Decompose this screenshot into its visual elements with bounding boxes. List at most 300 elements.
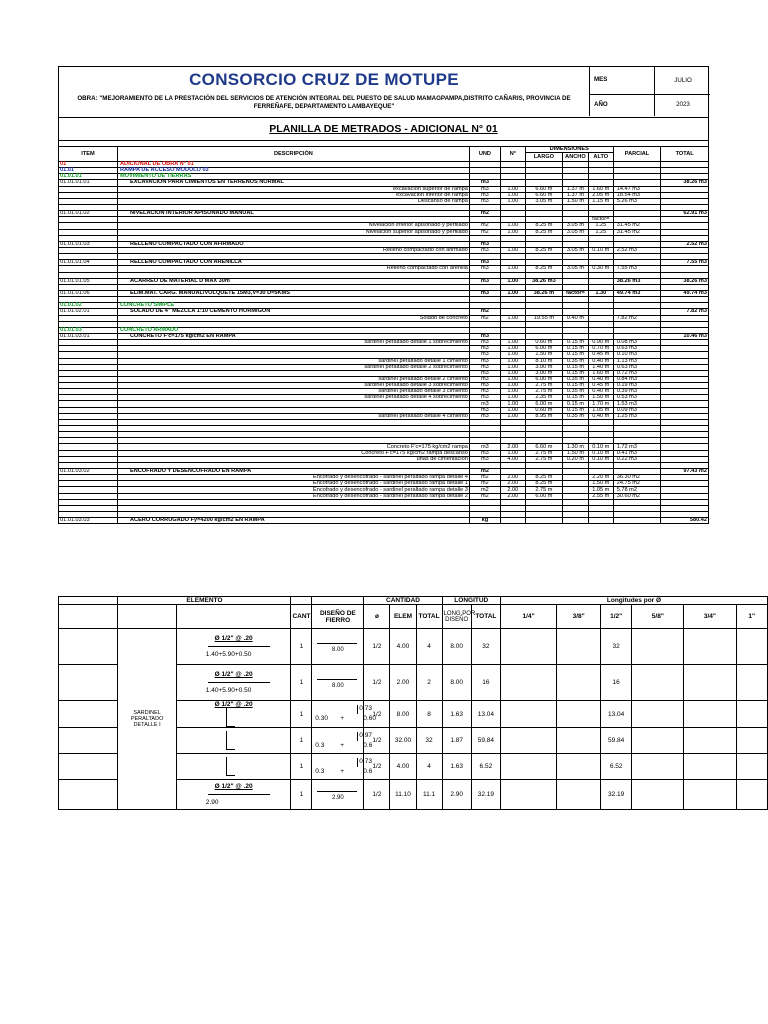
cell-h: 2.55 m: [588, 493, 613, 499]
steel-cell-d34: [684, 665, 736, 701]
cell-a: 0.35 m: [563, 389, 589, 395]
cell-h: 0.10 m: [588, 247, 613, 253]
steel-cell-d14: [500, 629, 556, 665]
cell-n: 4.00: [500, 456, 525, 462]
cell-h: 0.10 m: [588, 444, 613, 450]
cell-und: m3: [469, 247, 500, 253]
steel-cell-phi: 1/2: [364, 665, 390, 701]
bar-drawing: [176, 754, 291, 780]
cell-p: 0.63 m3: [613, 346, 661, 352]
cell-und: m3: [469, 450, 500, 456]
cell-p: 5.78 m2: [613, 487, 661, 493]
cell-l: 8.25 m: [525, 481, 562, 487]
cell-n: 1.00: [500, 346, 525, 352]
cell-p: 7.82 m2: [613, 315, 661, 321]
cell-total: 49.74 m3: [661, 290, 709, 296]
cell-und: m3: [469, 401, 500, 407]
steel-cell-d1: [736, 780, 767, 810]
cell-a: 1.30 m: [563, 444, 589, 450]
cell-und: m3: [469, 198, 500, 204]
cell-h: 0.45 m: [588, 383, 613, 389]
cell-desc: NIVELACION INTERIOR APISONADO MANUAL: [117, 211, 469, 217]
cell-desc: ELIM.MAT. CARG. MANUAL/VOLQUETE 15M3,V=30 D=5KMS: [117, 290, 469, 296]
cell-h: 0.40 m: [588, 413, 613, 419]
cell-a: 0.15 m: [563, 395, 589, 401]
cell-l: 2.75 m: [525, 456, 562, 462]
cell-l: 3.05 m: [525, 198, 562, 204]
cell-n: 1.00: [500, 247, 525, 253]
cell-total: 97.43 m2: [661, 469, 709, 475]
steel-cell-longpor: 8.00: [442, 665, 471, 701]
cell-l: 8.25 m: [525, 247, 562, 253]
cell-desc: Descanso de rampa: [117, 198, 469, 204]
cell-p: 0.22 m3: [613, 456, 661, 462]
cell-n: 1.00: [500, 315, 525, 321]
steel-cell-d58: [632, 701, 684, 728]
cell-a: 0.35 m: [563, 376, 589, 382]
cell-p: 0.84 m3: [613, 376, 661, 382]
bar-shape: [312, 780, 364, 810]
cell-desc: ACERO CORRUGADO Fy=4200 kg/cm2 EN RAMPA: [117, 518, 469, 524]
cell-l: 2.75 m: [525, 450, 562, 456]
bar-shape: [312, 665, 364, 701]
cell-l: 19.55 m: [525, 315, 562, 321]
cell-desc: Solado de concreto: [117, 315, 469, 321]
cell-und: m3: [469, 413, 500, 419]
steel-col-d14: 1/4": [500, 605, 556, 629]
steel-col-d1: 1": [736, 605, 767, 629]
fig-right: 0.60: [363, 715, 376, 722]
cell-desc: MOVIMIENTO DE TIERRAS: [117, 174, 469, 180]
cell-desc: ACARREO DE MATERIAL D MAX 30m: [117, 278, 469, 284]
cell-p: 7.55 m3: [613, 266, 661, 272]
cell-desc: Encofrado y desencofrado - sardinel peraltado rampa detalle 1: [117, 481, 469, 487]
cell-item: 01.01: [59, 168, 118, 174]
bar-shape: 0.97 0.3 + 0.6: [312, 728, 364, 754]
cell-und: m3: [469, 346, 500, 352]
bar-shape: [312, 629, 364, 665]
steel-col-d34: 3/4": [684, 605, 736, 629]
cell-desc: unas de cimentacion: [117, 456, 469, 462]
cell-l: 8.25 m: [525, 223, 562, 229]
month-cell: [589, 67, 710, 95]
col-ancho: ANCHO: [563, 153, 589, 162]
fig-left: 0.3: [315, 741, 325, 749]
cell-a: 1.50 m: [563, 198, 589, 204]
cell-p: 1.25 m3: [613, 413, 661, 419]
cell-p: 0.41 m3: [613, 450, 661, 456]
steel-cell-d12: 32: [601, 629, 632, 665]
steel-cell-d38: [557, 665, 601, 701]
steel-cell-cant: 1: [291, 754, 312, 780]
cell-p: 31.45 m2: [613, 229, 661, 235]
fig-length: 2.90: [332, 795, 344, 801]
steel-cell-elem: 4.00: [390, 754, 416, 780]
cell-desc: Nivelacion inferior apisonado y perfilado: [117, 223, 469, 229]
cell-total: 62.91 m3: [661, 211, 709, 217]
cell-und: m3: [469, 290, 500, 296]
cell-und: m3: [469, 180, 500, 186]
steel-cell-d34: [684, 780, 736, 810]
cell-p: 0.72 m3: [613, 370, 661, 376]
cell-total: 580.42: [661, 518, 709, 524]
steel-cell-index: [59, 629, 118, 665]
cell-desc: ADICIONAL DE OBRA N° 01: [117, 162, 469, 168]
cell-und: m2: [469, 315, 500, 321]
cell-p: 0.19 m3: [613, 383, 661, 389]
cell-n: 1.00: [500, 407, 525, 413]
cell-n: 1.00: [500, 413, 525, 419]
steel-cell-d1: [736, 665, 767, 701]
cell-desc: Encofrado y desencofrado - sardinel peraltado rampa detalle 3: [117, 487, 469, 493]
cell-h: 1.25: [588, 229, 613, 235]
steel-cell-d38: [557, 780, 601, 810]
bar-spec: Ø 1/2" @ .20: [214, 701, 253, 708]
cell-total: 7.55 m3: [661, 260, 709, 266]
steel-cell-d1: [736, 629, 767, 665]
cell-l: 3.00 m: [525, 364, 562, 370]
cell-l: 6.60 m: [525, 186, 562, 192]
cell-h: 1.40 m: [588, 364, 613, 370]
steel-cell-d14: [500, 665, 556, 701]
cell-und: m3: [469, 364, 500, 370]
cell-a: 0.15 m: [563, 340, 589, 346]
cell-n: 2.00: [500, 481, 525, 487]
cell-p: 5.26 m3: [613, 198, 661, 204]
cell-n: 1.00: [500, 358, 525, 364]
cell-und: m3: [469, 352, 500, 358]
cell-a: 1.50 m: [563, 450, 589, 456]
cell-a: 0.15 m: [563, 401, 589, 407]
steel-col-cantidad: CANTIDAD: [364, 597, 442, 605]
steel-group-label: SARDINEL PERALTADO DETALLE I: [118, 629, 176, 810]
cell-a: 0.15 m: [563, 370, 589, 376]
col-largo: LARGO: [525, 153, 562, 162]
cell-desc: ENCOFRADO Y DESENCOFRADO EN RAMPA: [117, 469, 469, 475]
cell-h: 1.05 m: [588, 487, 613, 493]
cell-und: m2: [469, 487, 500, 493]
steel-cell-longtotal: 13.04: [471, 701, 500, 728]
cell-n: 1.00: [500, 389, 525, 395]
cell-n: 1.00: [500, 198, 525, 204]
cell-und: m2: [469, 481, 500, 487]
col-descripcion: DESCRIPCIÓN: [117, 147, 469, 162]
steel-cell-elem: 2.00: [390, 665, 416, 701]
cell-n: 1.00: [500, 364, 525, 370]
steel-cell-longtotal: 32.19: [471, 780, 500, 810]
cell-h: 1.50 m: [588, 481, 613, 487]
cell-p: 1.72 m3: [613, 444, 661, 450]
cell-p: 0.09 m3: [613, 407, 661, 413]
cell-l: 0.60 m: [525, 340, 562, 346]
cell-total: 10.46 m3: [661, 333, 709, 339]
cell-l: 8.25 m: [525, 475, 562, 481]
cell-und: m3: [469, 395, 500, 401]
cell-n: 1.00: [500, 383, 525, 389]
steel-cell-longpor: 1.87: [442, 728, 471, 754]
cell-p: 0.08 m3: [613, 340, 661, 346]
cell-a: 3.05 m: [563, 247, 589, 253]
cell-desc: SOLADO DE 4" MEZCLA 1:10 CEMENTO HORMIGON: [117, 309, 469, 315]
cell-p: 2.52 m3: [613, 247, 661, 253]
col-item: ITEM: [59, 147, 118, 162]
cell-n: 1.00: [500, 340, 525, 346]
steel-cell-elem: 4.00: [390, 629, 416, 665]
fig-length: 8.00: [332, 683, 344, 689]
steel-cell-longtotal: 32: [471, 629, 500, 665]
cell-total: 2.52 m3: [661, 241, 709, 247]
cell-p: 31.45 m2: [613, 223, 661, 229]
cell-a: 0.15 m: [563, 364, 589, 370]
cell-a: 0.15 m: [563, 383, 589, 389]
bar-drawing: [176, 629, 291, 665]
cell-n: 2.00: [500, 487, 525, 493]
cell-l: [525, 518, 562, 524]
bar-spec: Ø 1/2" @ .20: [214, 671, 253, 678]
cell-h: 1.30: [588, 290, 613, 296]
steel-cell-index: [59, 780, 118, 810]
cell-a: [563, 518, 589, 524]
cell-h: 0.70 m: [588, 346, 613, 352]
cell-h: 1.15 m: [588, 198, 613, 204]
bar-drawing: [176, 701, 291, 728]
cell-und: m3: [469, 370, 500, 376]
cell-l: 8.10 m: [525, 358, 562, 364]
cell-und: m2: [469, 229, 500, 235]
steel-cell-d14: [500, 780, 556, 810]
cell-h: 0.90 m: [588, 340, 613, 346]
cell-desc: CONCRETO SIMPLE: [117, 303, 469, 309]
cell-desc: RELLENO COMPACTADO CON AFIRMADO: [117, 241, 469, 247]
bar-sum: 1.40+5.90+0.50: [205, 687, 252, 694]
steel-cell-total: 4: [416, 629, 442, 665]
cell-item: 01.01.03.02: [59, 469, 118, 475]
cell-n: 1.00: [500, 352, 525, 358]
cell-a: 3.05 m: [563, 223, 589, 229]
cell-und: m2: [469, 493, 500, 499]
cell-desc: RELLENO COMPACTADO CON ARENILLA: [117, 260, 469, 266]
cell-h: 1.25: [588, 223, 613, 229]
cell-desc: sardinel peraltado detalle 3 cimiento: [117, 389, 469, 395]
cell-l: 0.60 m: [525, 407, 562, 413]
steel-col-diseno: DISEÑO DE FIERRO: [312, 605, 364, 629]
bar-spec: Ø 1/2" @ .20: [214, 635, 253, 642]
cell-desc: sardinel peraltado detalle 2 cimiento: [117, 376, 469, 382]
cell-und: m3: [469, 376, 500, 382]
cell-desc: Concreto F'c=175 kg/cm2 rampa: [117, 444, 469, 450]
col-total: TOTAL: [661, 147, 709, 162]
steel-cell-total: 8: [416, 701, 442, 728]
cell-l: 6.00 m: [525, 346, 562, 352]
cell-l: 6.00 m: [525, 493, 562, 499]
cell-total: 38.26 m3: [661, 278, 709, 284]
steel-cell-index: [59, 665, 118, 701]
steel-cell-d12: 32.19: [601, 780, 632, 810]
year-value: 2023: [654, 94, 711, 116]
steel-col-total: TOTAL: [416, 605, 442, 629]
steel-cell-d34: [684, 629, 736, 665]
fig-left: 0.30: [315, 715, 328, 722]
cell-desc: EXCAVACION PARA CIMIENTOS EN TERRENOS NORMAL: [117, 180, 469, 186]
cell-l: 2.75 m: [525, 389, 562, 395]
bar-sum: 1.40+5.90+0.50: [205, 651, 252, 658]
steel-cell-longtotal: 16: [471, 665, 500, 701]
steel-cell-longpor: 1.63: [442, 701, 471, 728]
year-label: AÑO: [594, 101, 608, 108]
cell-l: 6.00 m: [525, 376, 562, 382]
col-parcial: PARCIAL: [613, 147, 661, 162]
cell-l: 6.00 m: [525, 401, 562, 407]
cell-n: [500, 518, 525, 524]
steel-col-total2: TOTAL: [471, 605, 500, 629]
steel-col-longpor: LONG.POR DISEÑO: [442, 605, 471, 629]
project-name: OBRA: "MEJORAMIENTO DE LA PRESTACIÓN DEL SERVICIOS DE ATENCIÓN INTEGRAL DEL PUESTO DE SALUD MAMAGPAMPA,DISTRITO CAÑARIS, PROVINCIA DE FERREÑAFE, DEPARTAMENTO LAMBAYEQUE": [77, 95, 571, 110]
cell-desc: Nivelacion superior apisonado y perfilado: [117, 229, 469, 235]
cell-l: 1.50 m: [525, 352, 562, 358]
cell-und: m3: [469, 444, 500, 450]
steel-cell-phi: 1/2: [364, 754, 390, 780]
steel-col-cant: CANT: [291, 605, 312, 629]
steel-cell-d14: [500, 701, 556, 728]
cell-desc: CONCRETO ARMADO: [117, 327, 469, 333]
cell-item: 01.01.01.06: [59, 290, 118, 296]
steel-cell-longpor: 8.00: [442, 629, 471, 665]
cell-l: 8.25 m: [525, 229, 562, 235]
cell-und: m2: [469, 469, 500, 475]
cell-item: 01.01.03.03: [59, 518, 118, 524]
cell-und: m3: [469, 192, 500, 198]
cell-und: kg: [469, 518, 500, 524]
steel-col-longitud: LONGITUD: [442, 597, 500, 605]
cell-h: 0.40 m: [588, 358, 613, 364]
cell-total: 38.26 m3: [661, 180, 709, 186]
cell-a: 3.05 m: [563, 266, 589, 272]
cell-desc: Concreto F'c=175 kg/cm2 rampa descanso: [117, 450, 469, 456]
steel-cell-elem: 11.10: [390, 780, 416, 810]
cell-desc: sardinel peraltado detalle 3 sobrecimiento: [117, 383, 469, 389]
steel-cell-cant: 1: [291, 629, 312, 665]
cell-n: 1.00: [500, 278, 525, 284]
cell-item: 01.01.02.01: [59, 309, 118, 315]
cell-h: 1.60 m: [588, 186, 613, 192]
cell-desc: sardinel peraltado detalle 4 sobrecimiento: [117, 395, 469, 401]
cell-item: 01: [59, 162, 118, 168]
cell-und: m3: [469, 340, 500, 346]
cell-und: m3: [469, 266, 500, 272]
cell-l: 2.75 m: [525, 383, 562, 389]
cell-l: 8.95 m: [525, 413, 562, 419]
cell-a: 1.37 m: [563, 186, 589, 192]
steel-cell-d12: 16: [601, 665, 632, 701]
steel-col-d12: 1/2": [601, 605, 632, 629]
cell-und: m2: [469, 223, 500, 229]
fig-right: 0.6: [363, 741, 373, 749]
metrados-table: [58, 146, 709, 524]
cell-und: m3: [469, 389, 500, 395]
steel-cell-d58: [632, 728, 684, 754]
steel-cell-longpor: 1.63: [442, 754, 471, 780]
steel-cell-cant: 1: [291, 665, 312, 701]
fig-right: 0.6: [363, 767, 373, 775]
cell-h: 1.05 m: [588, 407, 613, 413]
steel-cell-index: [59, 754, 118, 780]
fig-vertical: 0.97: [359, 731, 372, 739]
cell-desc: RAMPA DE ACCESO MODULO 03: [117, 168, 469, 174]
col-und: UND: [469, 147, 500, 162]
cell-und: m3: [469, 278, 500, 284]
cell-n: 1.00: [500, 376, 525, 382]
cell-und: m3: [469, 456, 500, 462]
cell-item: 01.01.02: [59, 303, 118, 309]
cell-a: 0.15 m: [563, 346, 589, 352]
cell-n: 2.00: [500, 475, 525, 481]
steel-cell-index: [59, 701, 118, 728]
steel-cell-phi: 1/2: [364, 701, 390, 728]
steel-cell-d1: [736, 701, 767, 728]
cell-item: 01.01.01.01: [59, 180, 118, 186]
steel-row: [59, 629, 768, 665]
cell-desc: sardinel peraltado detalle 4 cimiento: [117, 413, 469, 419]
cell-desc: Encofrado y desencofrado - sardinel peraltado rampa detalle 2: [117, 493, 469, 499]
steel-cell-d12: 59.84: [601, 728, 632, 754]
cell-n: 1.00: [500, 266, 525, 272]
steel-col-elemento: ELEMENTO: [118, 597, 291, 605]
cell-desc: excavacion superior de rampa: [117, 186, 469, 192]
col-dimensiones: DIMENSIONES: [525, 147, 613, 153]
cell-h: [588, 518, 613, 524]
cell-p: 0.53 m3: [613, 395, 661, 401]
cell-n: 2.00: [500, 493, 525, 499]
month-label: MES: [594, 76, 608, 83]
cell-und: m2: [469, 211, 500, 217]
cell-p: [613, 518, 661, 524]
fig-vertical: 0.73: [359, 705, 372, 712]
steel-cell-d12: 13.04: [601, 701, 632, 728]
steel-cell-d12: 6.52: [601, 754, 632, 780]
fig-left: 0.3: [315, 767, 325, 775]
bar-spec: Ø 1/2" @ .20: [214, 783, 253, 790]
company-title: CONSORCIO CRUZ DE MOTUPE: [189, 70, 459, 89]
cell-a: 0.15 m: [563, 407, 589, 413]
cell-desc: excavacion inferior de rampa: [117, 192, 469, 198]
cell-p: 18.54 m3: [613, 192, 661, 198]
cell-l: 38.26 m3: [525, 278, 562, 284]
cell-item: 01.01.01.04: [59, 260, 118, 266]
cell-a: 0.40 m: [563, 315, 589, 321]
cell-p: 49.74 m3: [613, 290, 661, 296]
steel-cell-elem: 32.00: [390, 728, 416, 754]
cell-item: 01.01.01.03: [59, 241, 118, 247]
cell-h: 0.45 m: [588, 352, 613, 358]
steel-cell-d58: [632, 780, 684, 810]
bar-drawing: [176, 728, 291, 754]
cell-h: 1.70 m: [588, 401, 613, 407]
bar-drawing: [176, 780, 291, 810]
steel-cell-cant: 1: [291, 780, 312, 810]
cell-und: m3: [469, 333, 500, 339]
steel-cell-d34: [684, 754, 736, 780]
cell-item: 01.01.01.05: [59, 278, 118, 284]
cell-n: 1.00: [500, 290, 525, 296]
cell-und: m3: [469, 383, 500, 389]
cell-item: 01.01.03.01: [59, 333, 118, 339]
bar-shape: 0.73 0.3 + 0.6: [312, 754, 364, 780]
cell-l: 38.26 m: [525, 290, 562, 296]
steel-cell-d1: [736, 754, 767, 780]
cell-und: m3: [469, 241, 500, 247]
cell-und: m3: [469, 260, 500, 266]
cell-l: 8.25 m: [525, 266, 562, 272]
